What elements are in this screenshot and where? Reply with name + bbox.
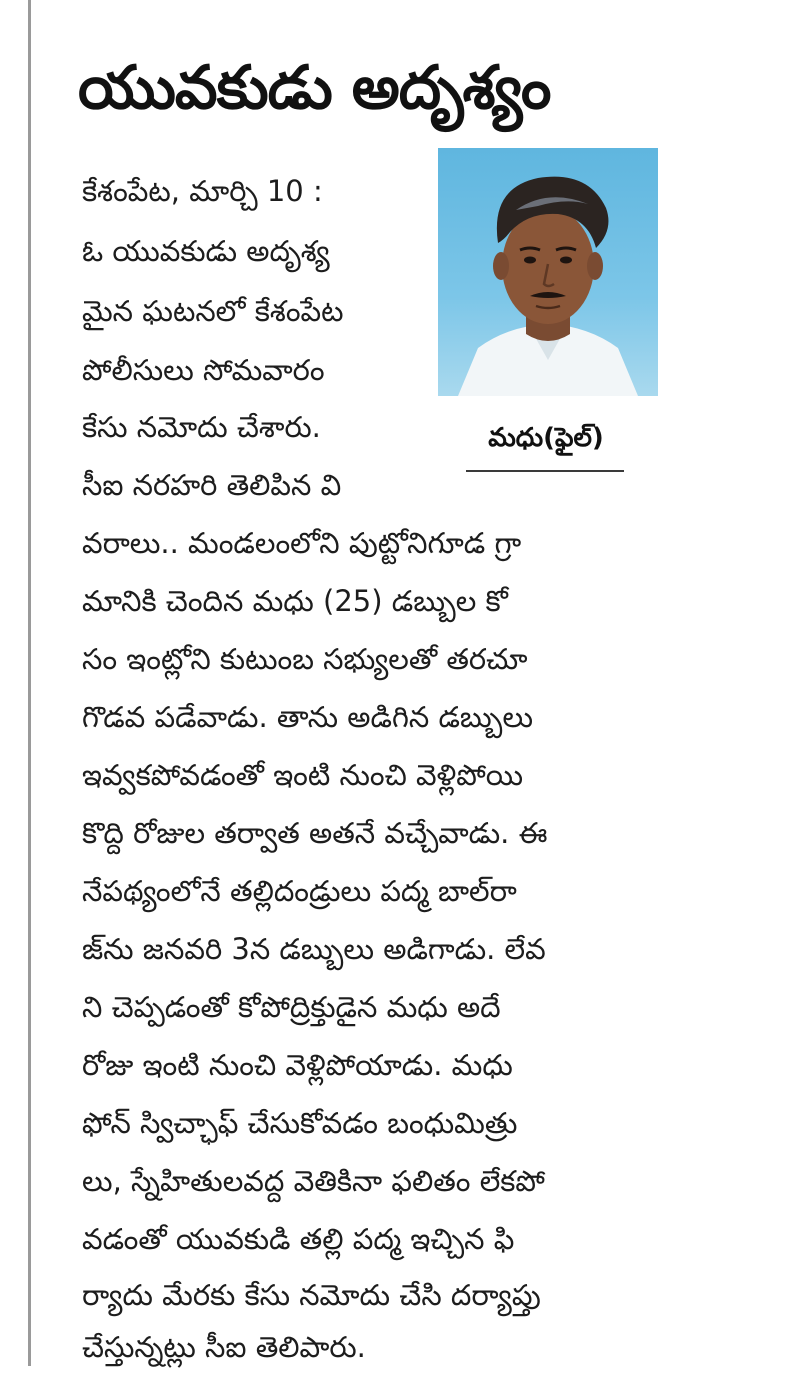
article-line: కొద్ది రోజుల తర్వాత అతనే వచ్చేవాడు. ఈ bbox=[82, 816, 548, 850]
caption-underline bbox=[466, 470, 624, 472]
article-line: సీఐ నరహరి తెలిపిన వి bbox=[82, 468, 342, 502]
article-line: ని చెప్పడంతో కోపోద్రిక్తుడైన మధు అదే bbox=[82, 990, 501, 1024]
article-line: మానికి చెందిన మధు (25) డబ్బుల కో bbox=[82, 584, 508, 618]
article-line: కేశంపేట, మార్చి 10 : bbox=[82, 174, 323, 208]
article-line: గొడవ పడేవాడు. తాను అడిగిన డబ్బులు bbox=[82, 700, 534, 734]
article-line: వడంతో యువకుడి తల్లి పద్మ ఇచ్చిన ఫి bbox=[82, 1222, 515, 1256]
article-line: మైన ఘటనలో కేశంపేట bbox=[82, 294, 344, 328]
photo-caption: మధు(ఫైల్) bbox=[488, 423, 604, 453]
article-line: సం ఇంట్లోని కుటుంబ సభ్యులతో తరచూ bbox=[82, 642, 528, 676]
article-line: ర్యాదు మేరకు కేసు నమోదు చేసి దర్యాప్తు bbox=[82, 1278, 541, 1312]
headline: యువకుడు అదృశ్యం bbox=[78, 53, 551, 123]
article-line: నేపథ్యంలోనే తల్లిదండ్రులు పద్మ బాల్‌రా bbox=[82, 874, 517, 908]
article-line: వరాలు.. మండలంలోని పుట్టోనిగూడ గ్రా bbox=[82, 526, 522, 560]
article-line: ఓ యువకుడు అదృశ్య bbox=[82, 234, 330, 268]
news-photo bbox=[438, 148, 658, 396]
article-line: చేస్తున్నట్లు సీఐ తెలిపారు. bbox=[82, 1330, 366, 1364]
column-divider bbox=[28, 0, 31, 1366]
article-line: కేసు నమోదు చేశారు. bbox=[82, 410, 321, 444]
article-line: పోలీసులు సోమవారం bbox=[82, 353, 325, 387]
article-line: రోజు ఇంటి నుంచి వెళ్లిపోయాడు. మధు bbox=[82, 1048, 513, 1082]
article-line: ఫోన్ స్విచ్ఛాఫ్ చేసుకోవడం బంధుమిత్రు bbox=[82, 1106, 518, 1140]
article-line: లు, స్నేహితులవద్ద వెతికినా ఫలితం లేకపో bbox=[82, 1164, 545, 1198]
article-line: జ్‌ను జనవరి 3న డబ్బులు అడిగాడు. లేవ bbox=[82, 932, 546, 966]
article-line: ఇవ్వకపోవడంతో ఇంటి నుంచి వెళ్లిపోయి bbox=[82, 758, 524, 792]
